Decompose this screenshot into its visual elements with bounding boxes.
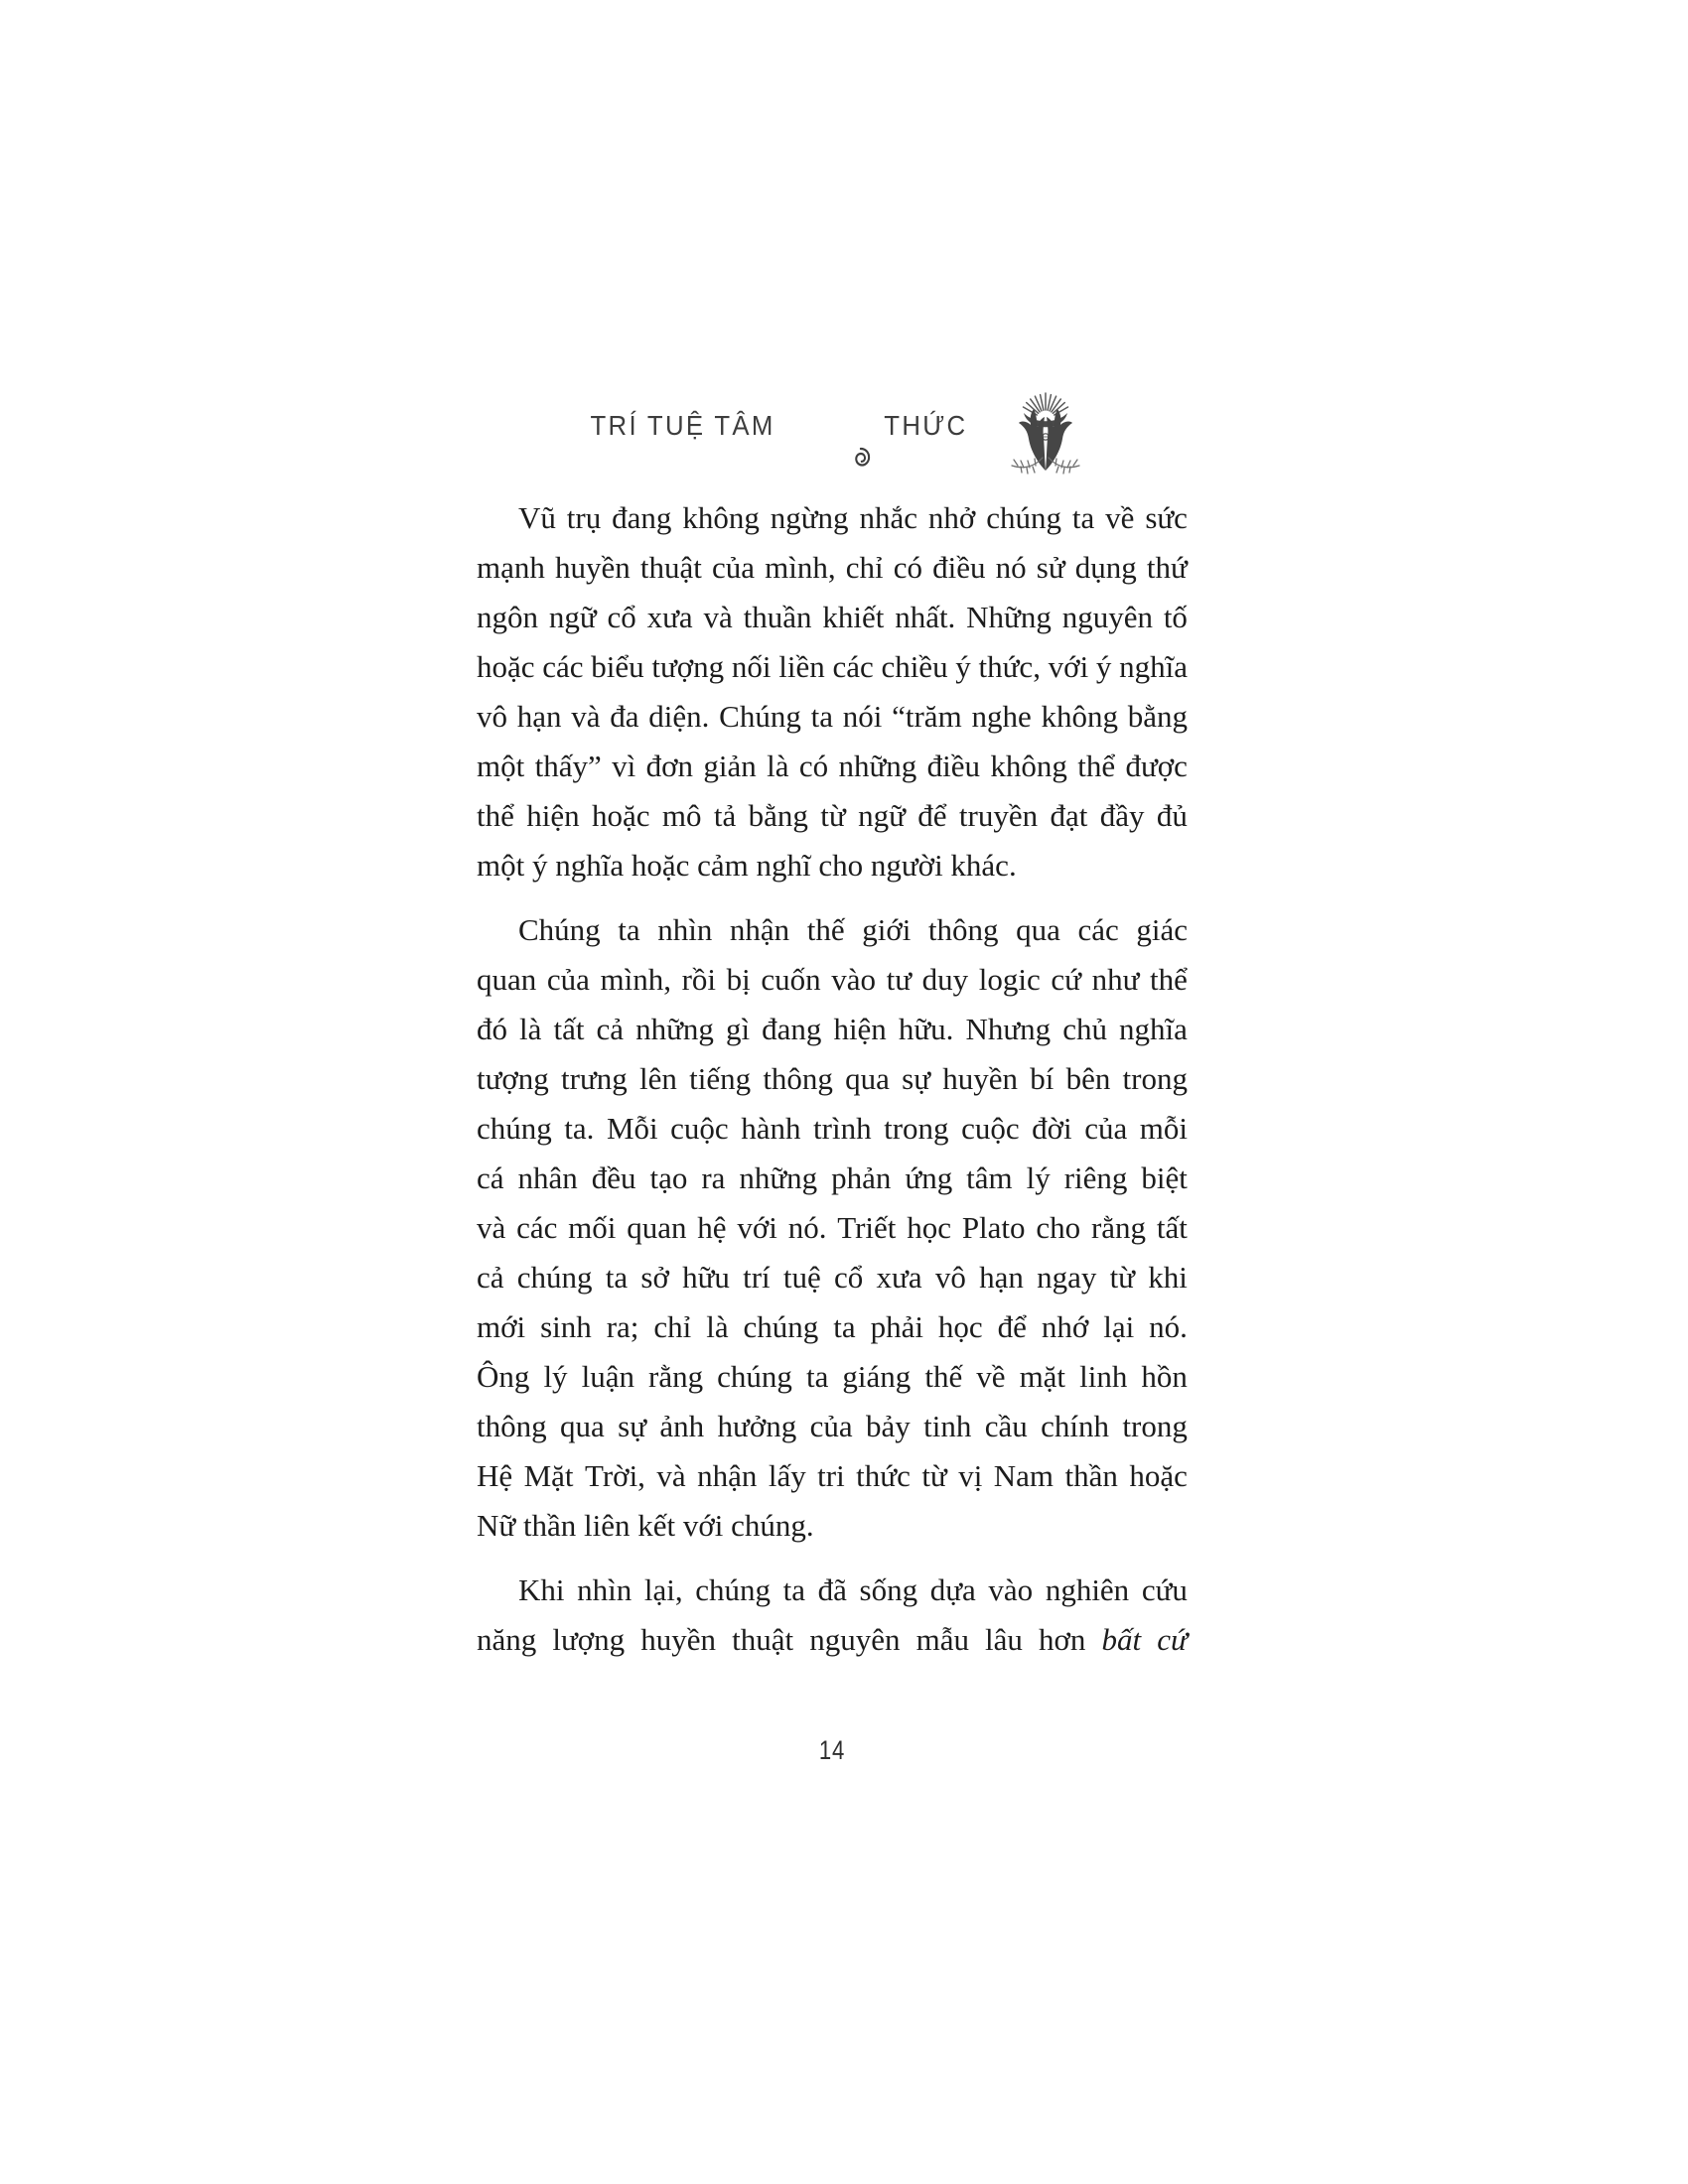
- text-line: cá nhân đều tạo ra những phản ứng tâm lý riêng biệt: [477, 1160, 1188, 1195]
- paragraph: [477, 493, 1188, 890]
- text-line: cả chúng ta sở hữu trí tuệ cổ xưa vô hạn ngay từ khi: [477, 1260, 1188, 1295]
- text-line: thể hiện hoặc mô tả bằng từ ngữ để truyền đạt đầy đủ: [477, 798, 1188, 833]
- text-line: năng lượng huyền thuật nguyên mẫu lâu hơn bất cứ: [477, 1622, 1188, 1657]
- text-line: quan của mình, rồi bị cuốn vào tư duy logic cứ như thể: [477, 962, 1188, 997]
- book-title-part1: TRÍ TUỆ TÂM: [590, 410, 775, 441]
- text-line: vô hạn và đa diện. Chúng ta nói “trăm nghe không bằng: [477, 699, 1188, 734]
- text-line: thông qua sự ảnh hưởng của bảy tinh cầu chính trong: [477, 1409, 1188, 1443]
- text-line: Nữ thần liên kết với chúng.: [477, 1508, 814, 1543]
- page-header: [477, 380, 1188, 505]
- text-line: Chúng ta nhìn nhận thế giới thông qua các giác: [518, 912, 1188, 947]
- text-line: Vũ trụ đang không ngừng nhắc nhở chúng ta về sức: [518, 500, 1188, 535]
- text-line: mới sinh ra; chỉ là chúng ta phải học để nhớ lại nó.: [477, 1309, 1188, 1344]
- text-line: tượng trưng lên tiếng thông qua sự huyền bí bên trong: [477, 1061, 1188, 1096]
- text-line: hoặc các biểu tượng nối liền các chiều ý thức, với ý nghĩa: [477, 649, 1188, 684]
- text-line: đó là tất cả những gì đang hiện hữu. Nhưng chủ nghĩa: [477, 1012, 1188, 1046]
- text-line: mạnh huyền thuật của mình, chỉ có điều nó sử dụng thứ: [477, 550, 1188, 585]
- paragraph: [477, 1566, 1188, 1665]
- hands-holding-sun-logo-icon: [1001, 380, 1090, 479]
- body-text: [477, 493, 1188, 1680]
- text-line: một ý nghĩa hoặc cảm nghĩ cho người khác.: [477, 848, 1017, 883]
- text-line: Khi nhìn lại, chúng ta đã sống dựa vào nghiên cứu: [518, 1572, 1188, 1607]
- page-number: 14: [818, 1735, 846, 1765]
- text-line: ngôn ngữ cổ xưa và thuần khiết nhất. Những nguyên tố: [477, 600, 1188, 634]
- book-title-part2: THỨC: [883, 410, 967, 441]
- text-line: chúng ta. Mỗi cuộc hành trình trong cuộc đời của mỗi: [477, 1111, 1188, 1146]
- text-line: Ông lý luận rằng chúng ta giáng thế về mặt linh hồn: [477, 1359, 1188, 1394]
- text-line: Hệ Mặt Trời, và nhận lấy tri thức từ vị Nam thần hoặc: [477, 1458, 1188, 1493]
- text-line: một thấy” vì đơn giản là có những điều không thể được: [477, 749, 1188, 783]
- text-line: và các mối quan hệ với nó. Triết học Plato cho rằng tất: [477, 1210, 1188, 1245]
- book-title: [590, 380, 967, 505]
- paragraph: [477, 905, 1188, 1551]
